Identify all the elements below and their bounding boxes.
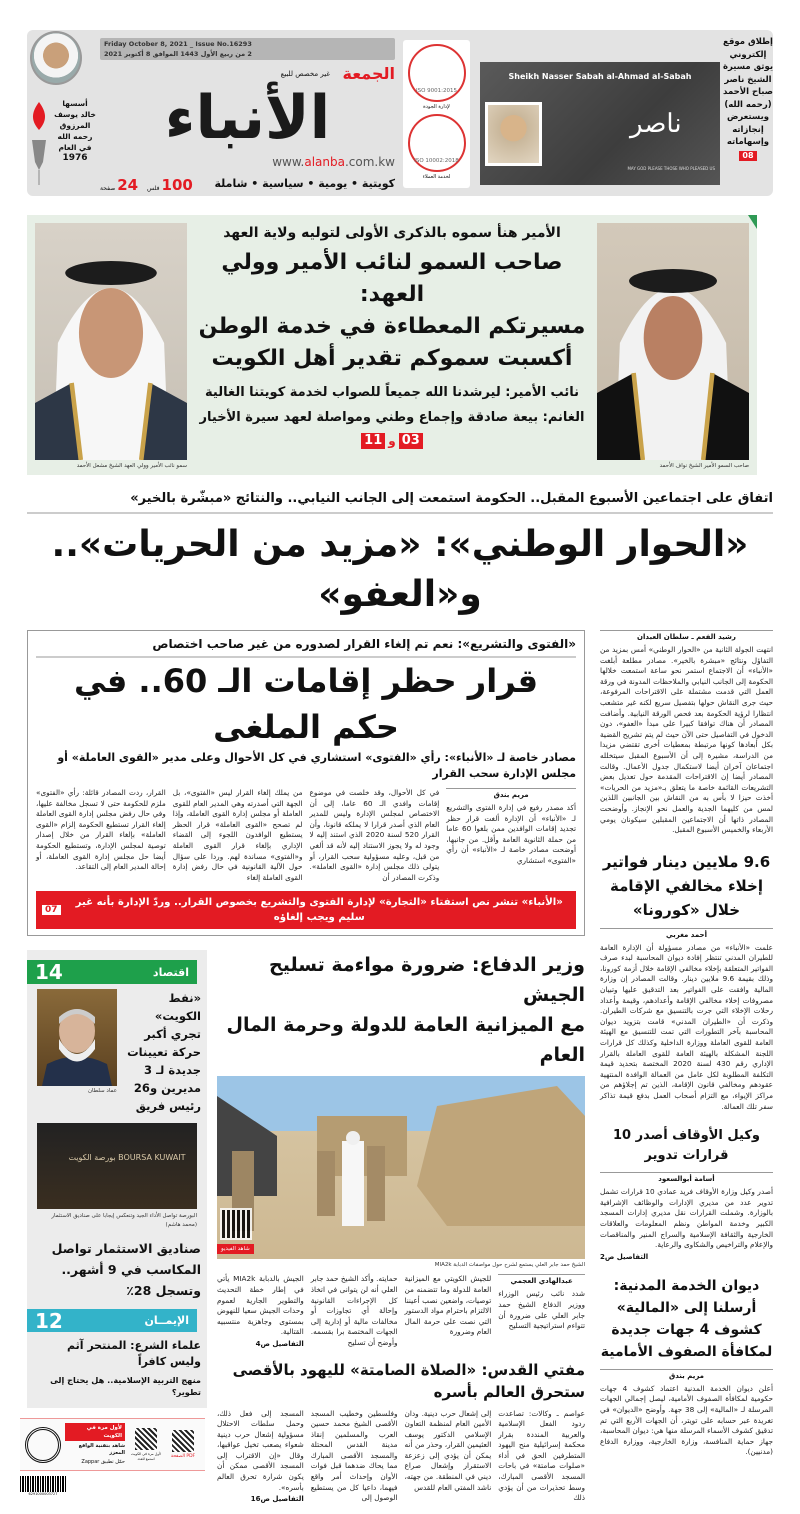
bottom-spacer bbox=[0, 1504, 800, 1514]
hero-right bbox=[597, 223, 749, 469]
date-ar: 2 من ربيع الأول 1443 الموافق 8 أكتوبر 2021 bbox=[104, 50, 252, 58]
section-label: اقتصاد bbox=[152, 965, 189, 979]
fatwa-columns bbox=[36, 788, 576, 883]
caption-amir: صاحب السمو الأمير الشيخ نواف الأحمد bbox=[659, 463, 749, 469]
tagline: كويتية • يومية • سياسية • شاملة bbox=[214, 177, 395, 190]
story2-byline: أحمد مغربي bbox=[600, 928, 773, 939]
story3-details[interactable]: التفاصيل ص2 bbox=[600, 1252, 649, 1261]
barcode-number: 6291000003727 bbox=[28, 1492, 58, 1497]
story4-byline: مريم بندق bbox=[600, 1369, 773, 1380]
economy-photo1 bbox=[37, 989, 117, 1086]
fatwa-box bbox=[27, 630, 585, 936]
lower-row bbox=[27, 950, 585, 1504]
defense-details[interactable]: التفاصيل ص4 bbox=[255, 1339, 304, 1348]
lead-headline[interactable]: «الحوار الوطني»: «مزيد من الحريات».. و«العفو» bbox=[51, 524, 749, 615]
nasser-promo[interactable] bbox=[480, 62, 720, 185]
economy-photo1-caption: عماد سلطان bbox=[88, 1088, 117, 1095]
fatwa-col: من يملك إلغاء القرار ليس «الفتوى»، بل الجهة التي أصدرته وهي المدير العام للقوى العاملة أو مجلس إدارة القوى العاملة، وإذا لم تصحح «القوى العاملة» قرار الحظر يستطيع الوافدون اللجوء إلى القضاء الإداري بإلغاء قرار القوى العاملة و«الفتوى» مساندة لهم. وردا على سؤال حول الآلية القانونية في حال رفض إدارة القوى العاملة إلغاء bbox=[172, 788, 303, 882]
photo-crown-prince bbox=[35, 223, 187, 460]
banner-page: 07 bbox=[42, 905, 61, 915]
hero-kicker: الأمير هنأ سموه بالذكرى الأولى لتوليه ولاية العهد bbox=[223, 225, 561, 241]
hero-headline-line: مسيرتكم المعطاءة في خدمة الوطن bbox=[198, 314, 586, 339]
fatwa-byline: مريم بندق bbox=[446, 788, 576, 799]
mufti-col: المسجد إلى فعل ذلك، وحمل سلطات الاحتلال مسؤولية إشعال حرب دينية شعواء يصعب تخيل عواقبها، وقال «إن الاقتراب إلى المسجد الأقصى ممكن أن يكون شرارة تحرق العالم بأسره». bbox=[217, 1408, 304, 1492]
qr-code-icon[interactable] bbox=[220, 1208, 252, 1240]
qr-code-icon[interactable] bbox=[172, 1430, 194, 1452]
defense-col: حمايته. وأكد الشيخ حمد جابر العلي أنه لن يتوانى في اتخاذ كل الإجراءات القانونية وإحالة أي تجاوزات أو مخالفات مالية أو إدارية إلى الجهات المختصة برا بقسمه. وأوضح أن تسليح bbox=[310, 1274, 398, 1347]
section-label: الإيمــان bbox=[144, 1314, 189, 1328]
promo-watch: شاهد بتقنية الواقع المعزز bbox=[78, 1443, 125, 1457]
defense-headline-line: مع الميزانية العامة للدولة وحرمة المال العام bbox=[226, 1014, 585, 1067]
founder-line: أسسها bbox=[62, 99, 88, 108]
lead-body: انتهت الجولة الثانية من «الحوار الوطني» أمس بمزيد من التفاؤل ونتائج «مبشرة بالخير». مصادر مطلعة أبلغت «الأنباء» أن الاجتماع استمر نحو ساعة استمعت خلالها الحكومة إلى الجانب النيابي والملاحظات المدونة في ورقة العمل التي قدمت مشتملة على الاقتراحات المرفوعة، حيث جرى النقاش حولها بتفصيل سريع لكنه غير متشعب انتظارا لرؤية الحكومة بعد فحص الورقة النيابية. وأضافت المصادر أن هناك توافقا كبيرا على مبدأ «العفو»، دون الدخول في التفاصيل حتى الآن حيث لم يتم تشريح القضية بكل أبعادها كونها مرتبطة بمعطيات أخرى تقتضي مزيدا من الدراسة، مشيرة إلى أن الأسبوع المقبل سيتخلله اجتماعان آخران أيضا لاستكمال جدول الأعمال. وقالت المصادر أيضا إن الاقتراحات المقدمة حول تعديل بعض التشريعات القائمة خاصة ما يتعلق بـ«مزيد من الحريات» أخذت حيزا لا بأس به من النقاش بين الجانبين اللذين لمس من كليهما الجدية والعمل نحو الإنجاز. وأوضحت المصادر ذاتها أن الاجتماعين المقبلين سيكونان يومي الأربعاء والخميس الأسبوع المقبل. bbox=[600, 645, 773, 835]
mufti-col: إلى إشعال حرب دينية. ودان الأمين العام لمنظمة التعاون الإسلامي الدكتور يوسف العثيمين القرار، وحذر من أنه يمكن أن يؤدي إلى زعزعة الاستقرار وإشعال صراع ديني في المنطقة. من جهته، ناشد المفتي العام للقدس bbox=[404, 1408, 492, 1492]
pages-box bbox=[100, 176, 146, 194]
right-col bbox=[600, 630, 773, 1458]
defense-col-group bbox=[498, 1274, 585, 1331]
iso-seal-icon bbox=[408, 44, 466, 102]
hero-headline-line: صاحب السمو لنائب الأمير وولي العهد: bbox=[221, 250, 563, 307]
economy-teaser-row bbox=[27, 984, 207, 1115]
iso-seal-icon bbox=[408, 114, 466, 172]
story3-byline: أسامة أبوالسعود bbox=[600, 1172, 773, 1183]
founder-line: في العام bbox=[58, 143, 92, 152]
main-grid bbox=[27, 630, 773, 1504]
fatwa-deck: مصادر خاصة لـ «الأنباء»: رأي «الفتوى» استشاري في كل الأحوال وعلى مدير «القوى العاملة» أو مجلس الإدارة سحب القرار bbox=[57, 751, 576, 780]
hero-headline bbox=[195, 247, 589, 375]
pages-unit: صفحة bbox=[100, 185, 116, 192]
web-suffix: .com.kw bbox=[344, 155, 395, 169]
iso2: ISO 10002:2018 bbox=[414, 158, 459, 164]
page-ref[interactable]: 11 bbox=[361, 433, 385, 449]
section-page: 14 bbox=[35, 960, 63, 985]
defense-col-last bbox=[217, 1274, 304, 1348]
caption-crown-prince: سمو نائب الأمير وولي العهد الشيخ مشعل الأحمد bbox=[76, 463, 187, 469]
fatwa-col: القرار، ردت المصادر قائلة: رأي «الفتوى» ملزم للحكومة حتى لا تسجل مخالفة عليها، وفي حال رفض مجلس إدارة القوى العاملة إلغاء القرار تستطيع الحكومة إلزام «القوى العاملة» بإلغاء القرار من خلال إصدار توصية لمجلس الإدارة، وتستطيع الحكومة أيضا حل مجلس إدارة القوى العاملة، أو إحالة المدير العام إلى التقاعد. bbox=[36, 788, 166, 872]
mufti-col: عواصم ـ وكالات: تصاعدت ردود الفعل الإسلامية والعربية المنددة بقرار محكمة إسرائيلية منح اليهود المتطرفين الحق في أداء «صلوات صامتة» في باحات المسجد الأقصى المبارك، وسط تحذيرات من أن يؤدي ذلك bbox=[498, 1408, 585, 1503]
pages-value: 24 bbox=[117, 176, 139, 194]
story3-body: أصدر وكيل وزارة الأوقاف فريد عمادي 10 قرارات تشمل تدوير عدد من مديري الإدارات والوظائف الإشرافية بالوزارة. وشملت القرارات نقل مديري إدارات المسجد الكبير وخدمة المواطن ونظم المعلومات والعلاقات الخارجية والثقافة الإسلامية والسراج المنير والمناقصات والإعلام والتراخيص والشكاوى والرعاية. bbox=[600, 1187, 773, 1250]
anba-round-logo bbox=[25, 1427, 61, 1463]
faith-headline[interactable]: علماء الشرع: المنتحر آثم وليس كافراً bbox=[66, 1339, 201, 1369]
price-unit: فلس bbox=[147, 185, 160, 192]
story2-headline[interactable]: 9.6 ملايين دينار فواتير إخلاء مخالفي الإقامة خلال «كورونا» bbox=[602, 852, 771, 919]
hero-left bbox=[35, 223, 187, 469]
price-box bbox=[147, 176, 197, 194]
founder-line: رحمه الله bbox=[57, 132, 93, 141]
price-value: 100 bbox=[161, 176, 193, 194]
founder-portrait bbox=[30, 31, 82, 85]
economy-headline[interactable]: صناديق الاستثمار تواصل المكاسب في 9 أشهر.. وتسجل 28٪ bbox=[51, 1241, 201, 1299]
iso1-label: لإدارة الجودة bbox=[423, 104, 450, 110]
economy-section-bar[interactable] bbox=[27, 960, 197, 984]
defense-headline-line: وزير الدفاع: ضرورة مواءمة تسليح الجيش bbox=[269, 954, 585, 1007]
not-for-sale: غير مخصص للبيع bbox=[280, 70, 330, 78]
defense-photo bbox=[217, 1076, 585, 1259]
defense-columns bbox=[217, 1274, 585, 1348]
iso2-label: لخدمة العملاء bbox=[422, 174, 451, 180]
boursa-sign: بورصة الكويت BOURSA KUWAIT bbox=[68, 1153, 186, 1163]
defense-col: الجيش بالدبابة MIA2k يأتي في إطار خطة التحديث والتطوير الجارية لعموم وحدات الجيش سعيا للنهوض بمستوى وجاهزية منتسبيه القتالية. bbox=[217, 1274, 304, 1337]
qr2-label: الصفحة PDF bbox=[170, 1453, 196, 1459]
mufti-details[interactable]: التفاصيل ص16 bbox=[250, 1495, 304, 1504]
hero-headline-line: أكسبت سموكم تقدير أهل الكويت bbox=[211, 346, 573, 371]
hero-sub2: الغانم: بيعة صادقة وإجماع وطني ومواصلة لعهد سيرة الأخيار bbox=[199, 410, 585, 425]
story2-body: علمت «الأنباء» من مصادر مسؤولة أن الإدارة العامة للطيران المدني تنتظر إفادة ديوان المحاسبة لبدء صرف الفواتير المتعلقة بإخلاء مخالفي الإقامة خلال أزمة كورونا، وذلك بقيمة 9.6 ملايين دينار. وقالت المصادر إن وزارة المالية وافقت على الفواتير بعد التدقيق عليها وتبيان مصروفات إخلاء مخالفي الإقامة وأعدادهم، وقيمة وأعداد رحلات الإخلاء التي جرت بالتنسيق مع شركات الطيران. وذكرت أن «الطيران المدني» قامت بتزويد ديوان المحاسبة بآخر التطورات التي تمت للتنسيق مع الهيئة العامة للقوى العاملة ووزارة الداخلية وكذلك كل قرارات اللجنة المشكلة بالهيئة العامة للقوى العاملة بالقرار الإداري رقم 430 لسنة 2020 المختصة بتحديد قيمة التكلفة المطلوبة لكل عامل من العمالة الوافدة المنتهية عقودهم ومخالفي قانون الإقامة، الذين تم إجلاؤهم من مراكز الإيواء، مع التزام أصحاب العمل بدفع قيمة تذاكر سفر تلك العمالة. bbox=[600, 942, 773, 1111]
promo-app: حمّل تطبيق Zappar bbox=[81, 1459, 125, 1466]
photo-amir bbox=[597, 223, 749, 460]
and-label: و bbox=[388, 434, 396, 448]
day-label: الجمعة bbox=[342, 64, 395, 83]
barcode bbox=[20, 1476, 66, 1492]
mufti-col: وفلسطين وخطيب المسجد الأقصى الشيخ محمد حسين العرب والمسلمين إنقاذ مدينة القدس المحتلة والمسجد الأقصى المبارك مما يحاك ضدهما قبل فوات الأوان وإحداث أمر واقع فيهما، داعيا كل من يستطيع الوصول إلى bbox=[310, 1408, 398, 1503]
section-page: 12 bbox=[35, 1308, 63, 1333]
faith-sub[interactable]: منهج التربية الإسلامية.. هل يحتاج إلى تطوير؟ bbox=[50, 1375, 201, 1398]
promo-title: Sheikh Nasser Sabah al-Ahmad al-Sabah bbox=[508, 72, 692, 81]
date-en: Friday October 8, 2021 _ Issue No.16293 bbox=[104, 40, 252, 48]
defense-col: شدد نائب رئيس الوزراء ووزير الدفاع الشيخ حمد جابر العلي على ضرورة أن تتواءم استراتيجية التسليح bbox=[498, 1289, 585, 1331]
side-teaser[interactable]: إطلاق موقع إلكتروني يوثق مسيرة الشيخ ناصر صباح الأحمد (رحمه الله) ويستعرض إنجازاته وإسهاماته bbox=[722, 37, 774, 147]
fatwa-col: أكد مصدر رفيع في إدارة الفتوى والتشريع لـ «الأنباء» أن الإدارة ألغت قرار حظر تجديد إقامات الوافدين ممن بلغوا 60 عاما من حملة الثانوية العامة وأقل. من جانبها، أوضحت مصادر خاصة لـ «الأنباء» أن رأي «الفتوى» استشاري bbox=[446, 803, 577, 865]
qr-code-icon[interactable] bbox=[135, 1428, 157, 1450]
economy-photo1-wrap bbox=[37, 989, 117, 1094]
founder-line: 1976 bbox=[62, 153, 88, 163]
fatwa-headline[interactable]: قرار حظر إقامات الـ 60.. في حكم الملغى bbox=[73, 662, 539, 746]
fatwa-col: في كل الأحوال، وقد خلصت في موضوع إقامات وافدي الـ 60 عاما، إلى أن الاختصاص لمجلس الإدارة وليس للمدير العام الذي أصدر قرارا لا يملكه قانونا، وأن القرار 520 لسنة 2020 الذي استند إليه لا وجود له ولا يجوز الاستناد إليه لأنه قد ألغي من قبل، وعليه مسؤولية سحب القرار، أو يتولى ذلك مجلس إدارة «القوى العاملة». وذكرت المصادر أن bbox=[309, 788, 440, 882]
pen-flame-icon bbox=[28, 100, 50, 185]
defense-col: للجيش الكويتي مع الميزانية العامة للدولة وما تتضمنه من توصيات، واضعين نصب أعيننا الالتزام باحترام مواد الدستور التي نصت على حرمة المال العام وضرورة bbox=[404, 1274, 492, 1337]
promo-photo bbox=[485, 102, 542, 166]
banner-text: «الأنباء» تنشر نص استفتاء «التجارة» لإدارة الفتوى والتشريع بخصوص القرار.. وردّ الإدارة بأنه غير سليم ويجب إلغاؤه bbox=[75, 897, 563, 924]
web-prefix: www. bbox=[272, 155, 305, 169]
iso-badges bbox=[403, 40, 470, 188]
founder-note bbox=[52, 98, 98, 164]
founder-line: المرزوق bbox=[59, 121, 91, 130]
promo-motto: MAY GOD PLEASE THOSE WHO PLEASED US bbox=[627, 166, 715, 171]
web-brand: alanba bbox=[304, 155, 345, 169]
qr1-label: لأول مرة في الكويت استمع للعدد bbox=[131, 1452, 161, 1461]
lead-byline: رشيد الفعم ـ سلطان العبدان bbox=[600, 630, 773, 641]
mufti-columns bbox=[217, 1409, 585, 1504]
promo-calligraphy: ناصر bbox=[630, 109, 682, 139]
fatwa-kicker: «الفتوى والتشريع»: نعم تم إلغاء القرار لصدوره من غير صاحب اختصاص bbox=[36, 636, 576, 658]
middle-col bbox=[217, 950, 585, 1504]
fatwa-banner[interactable] bbox=[36, 891, 576, 929]
left-panel-wrap bbox=[27, 950, 207, 1496]
hero-box bbox=[27, 215, 757, 475]
story4-body: أعلن ديوان الخدمة المدنية اعتماد كشوف 4 جهات حكومية لمكافأة الصفوف الأمامية، ليصل إجمالي الجهات المرسلة لـ «المالية» إلى 38 جهة. وأوضح «الديوان» في تغريدة عبر حسابه على تويتر، أن الجهات الأربع التي تم تدقيق كشوف الأسماء المرسلة منها هي: ديوان المحاسبة، جهاز حماية المنافسة، وزارة الخارجية، ووزارة الدفاع (مدنيين). bbox=[600, 1383, 773, 1457]
hero-center bbox=[195, 223, 589, 469]
faith-section-bar[interactable] bbox=[27, 1309, 197, 1332]
side-teaser-block[interactable] bbox=[722, 36, 774, 161]
side-teaser-page[interactable]: 08 bbox=[739, 151, 756, 161]
defense-headline[interactable] bbox=[217, 950, 585, 1070]
hero-sub1: نائب الأمير: ليرشدنا الله جميعاً للصواب لخدمة كويتنا الغالية bbox=[205, 385, 579, 400]
iso1: ISO 9001:2015 bbox=[415, 88, 458, 94]
economy-photo2-caption: البورصة تواصل الأداء الجيد وتنعكس إيجابا على صناديق الاستثمار (محمد هاشم) bbox=[51, 1213, 197, 1229]
page-body bbox=[0, 215, 800, 1514]
economy-photo2 bbox=[37, 1123, 197, 1209]
promo-first-time: لأول مرة في الكويت bbox=[65, 1423, 125, 1441]
fatwa-col-group bbox=[446, 788, 576, 867]
left-area bbox=[27, 630, 585, 1504]
page-ref[interactable]: 03 bbox=[399, 433, 423, 449]
logo[interactable]: الأنباء bbox=[164, 83, 331, 153]
website[interactable] bbox=[240, 155, 395, 170]
story4-headline[interactable]: ديوان الخدمة المدنية: أرسلنا إلى «المالية» كشوف 4 جهات جديدة لمكافأة الصفوف الأمامية bbox=[600, 1277, 773, 1360]
qr1-block[interactable] bbox=[129, 1428, 163, 1461]
mufti-col-last bbox=[217, 1409, 304, 1504]
founder-line: خالد يوسف bbox=[54, 110, 96, 119]
defense-caption: الشيخ حمد جابر العلي يستمع لشرح حول مواصفات الدبابة MIA2k bbox=[434, 1262, 585, 1269]
lead-kicker: اتفاق على اجتماعين الأسبوع المقبل.. الحكومة استمعت إلى الجانب النيابي.. والنتائج «مبشّرة بالخير» bbox=[27, 489, 773, 514]
hero-corner bbox=[748, 215, 757, 229]
left-panel bbox=[27, 950, 207, 1408]
ar-promo-strip[interactable] bbox=[20, 1418, 205, 1471]
mufti-headline[interactable]: مفتي القدس: «الصلاة الصامتة» لليهود بالأقصى ستحرق العالم بأسره bbox=[232, 1360, 585, 1401]
promo-texts bbox=[65, 1423, 125, 1466]
economy-teaser[interactable]: «نفط الكويت» تجري أكبر حركة تعيينات جديدة لـ 3 مديرين و26 رئيس فريق bbox=[127, 991, 201, 1114]
story3-headline[interactable]: وكيل الأوقاف أصدر 10 قرارات تدوير bbox=[613, 1128, 760, 1164]
defense-byline: عبدالهادي العجمي bbox=[498, 1274, 585, 1285]
date-bar bbox=[100, 38, 395, 60]
video-label[interactable]: شاهد الفيديو bbox=[217, 1244, 254, 1254]
hero-pages[interactable] bbox=[195, 433, 589, 449]
qr2-block[interactable] bbox=[167, 1430, 199, 1460]
